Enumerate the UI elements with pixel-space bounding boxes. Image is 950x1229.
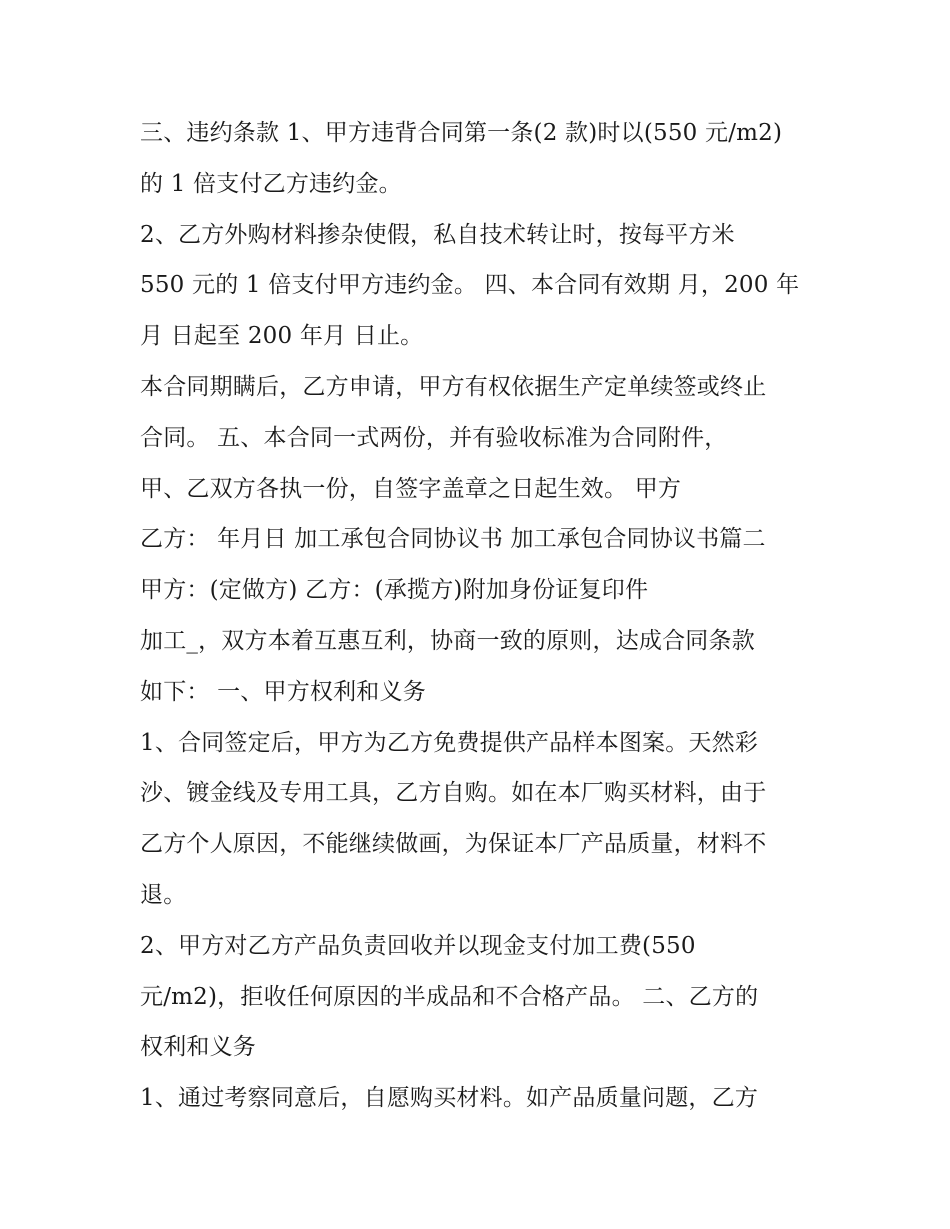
text-line: 三、违约条款 1、甲方违背合同第一条(2 款)时以(550 元/m2) [140, 120, 783, 146]
text-line: 甲、乙双方各执一份，自签字盖章之日起生效。 甲方 [140, 475, 682, 502]
text-line: 乙方： 年月日 加工承包合同协议书 加工承包合同协议书篇二 [140, 526, 766, 553]
text-line: 乙方个人原因，不能继续做画，为保证本厂产品质量，材料不 [140, 831, 767, 858]
text-line: 加工_，双方本着互惠互利，协商一致的原则，达成合同条款 [140, 627, 755, 654]
text-line: 合同。 五、本合同一式两份，并有验收标准为合同附件， [140, 424, 728, 451]
text-line: 退。 [140, 881, 187, 908]
text-line: 元/m2)，拒收任何原因的半成品和不合格产品。 二、乙方的 [140, 983, 759, 1010]
text-line: 沙、镀金线及专用工具，乙方自购。如在本厂购买材料，由于 [140, 780, 767, 807]
text-line: 权利和义务 [140, 1034, 256, 1061]
text-line: 1、合同签定后，甲方为乙方免费提供产品样本图案。天然彩 [140, 729, 759, 756]
text-line: 如下： 一、甲方权利和义务 [140, 678, 426, 705]
text-line: 550 元的 1 倍支付甲方违约金。 四、本合同有效期 月，200 年 [140, 272, 800, 299]
text-line: 甲方：(定做方) 乙方：(承揽方)附加身份证复印件 [140, 577, 649, 604]
text-line: 2、甲方对乙方产品负责回收并以现金支付加工费(550 [140, 932, 696, 959]
contract-text-body [140, 108, 840, 1124]
text-line: 本合同期瞒后，乙方申请，甲方有权依据生产定单续签或终止 [140, 373, 767, 400]
text-line: 月 日起至 200 年月 日止。 [140, 323, 424, 350]
text-line: 1、通过考察同意后，自愿购买材料。如产品质量问题，乙方 [140, 1085, 759, 1112]
text-line: 2、乙方外购材料掺杂使假，私自技术转让时，按每平方米 [140, 221, 735, 248]
text-line: 的 1 倍支付乙方违约金。 [140, 170, 402, 197]
